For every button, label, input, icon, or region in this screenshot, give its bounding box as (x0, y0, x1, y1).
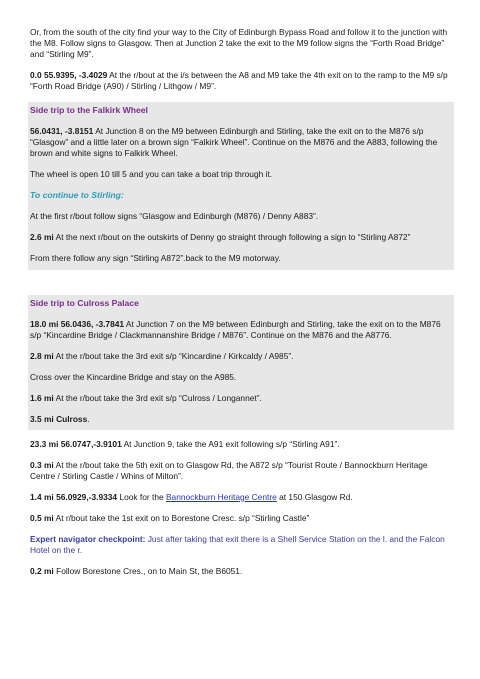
direction-step (30, 351, 452, 362)
step-coordinates: 18.0 mi 56.0436, -3.7841 (30, 319, 125, 329)
falkirk-heading: Side trip to the Falkirk Wheel (30, 105, 148, 115)
step-text: Look for the (117, 492, 166, 502)
step-text: At the r/bout take the 3rd exit s/p “Kincardine / Kirkcaldy / A985”. (53, 351, 294, 361)
step-distance: 0.5 mi (30, 513, 54, 523)
step-text: At Junction 8 on the M9 between Edinburgh and Stirling, take the exit on to the M876 s/p “Glasgow” and a little later on a brown sign “Falkirk Wheel”. Continue on the M876 and the A883, following the brown and white signs to Falkirk Wheel. (30, 126, 438, 158)
step-text: At Junction 9, take the A91 exit following s/p “Stirling A91”. (121, 439, 340, 449)
falkirk-note: The wheel is open 10 till 5 and you can take a boat trip through it. (30, 169, 273, 179)
step-distance: 1.6 mi (30, 393, 54, 403)
step-text: At Junction 7 on the M9 between Edinburgh and Stirling, take the exit on to the M876 s/p “Kincardine Bridge / Clackmannanshire Bridge / M876”. Continue on the M876 and the A8776. (30, 319, 441, 340)
culross-heading: Side trip to Culross Palace (30, 298, 139, 308)
expert-checkpoint (30, 534, 454, 556)
step-coordinates: 23.3 mi 56.0747,-3.9101 (30, 439, 122, 449)
step-distance: 0.3 mi (30, 460, 54, 470)
step-text: At the r/bout take the 3rd exit s/p “Culross / Longannet”. (53, 393, 262, 403)
direction-step (30, 319, 452, 341)
step-text: At the next r/bout on the outskirts of Denny go straight through following a sign to “Stirling A872” (53, 232, 411, 242)
direction-step (30, 414, 452, 425)
step-coordinates: 0.0 55.9395, -3.4029 (30, 70, 108, 80)
culross-side-trip-box (28, 295, 454, 430)
step-distance: 0.2 mi (30, 566, 54, 576)
direction-step (30, 460, 454, 482)
expert-checkpoint-text: Just after taking that exit there is a Shell Service Station on the l. and the Falcon Hotel on the r. (30, 534, 445, 555)
step-coordinates: 56.0431, -3.8151 (30, 126, 94, 136)
step-text: at 150 Glasgow Rd. (276, 492, 353, 502)
step-text: At the r/bout at the i/s between the A8 and M9 take the 4th exit on to the ramp to the M9 s/p “Forth Road Bridge (A90) / Stirling / Lithgow / M9”. (30, 70, 448, 91)
step-text: Follow Borestone Cres., on to Main St, the B6051. (53, 566, 243, 576)
direction-step (30, 513, 454, 524)
direction-step (30, 70, 454, 92)
expert-checkpoint-label: Expert navigator checkpoint: (30, 534, 146, 544)
step-destination: 3.5 mi Culross (30, 414, 88, 424)
continue-subheading: To continue to Stirling: (30, 190, 124, 200)
step-text: . (87, 414, 90, 424)
direction-step (30, 393, 452, 404)
step-distance: 2.8 mi (30, 351, 54, 361)
direction-step: At the first r/bout follow signs “Glasgow and Edinburgh (M876) / Denny A883”. (30, 211, 319, 221)
direction-step (30, 126, 452, 159)
step-text: At r/bout take the 1st exit on to Borestone Cresc. s/p “Stirling Castle” (53, 513, 310, 523)
bannockburn-heritage-centre-link[interactable]: Bannockburn Heritage Centre (165, 492, 277, 502)
direction-step (30, 566, 454, 577)
direction-step: Cross over the Kincardine Bridge and stay on the A985. (30, 372, 237, 382)
direction-step (30, 439, 454, 450)
step-text: At the r/bout take the 5th exit on to Glasgow Rd, the A872 s/p “Tourist Route / Bannockburn Heritage Centre / Stirling Castle / Whins of Milton”. (30, 460, 428, 481)
step-distance: 2.6 mi (30, 232, 54, 242)
intro-paragraph: Or, from the south of the city find your way to the City of Edinburgh Bypass Road and follow it to the junction with the M8. Follow signs to Glasgow. Then at Junction 2 take the exit to the M9 follow signs the “Forth Road Bridge” and “Stirling M9”. (30, 27, 448, 59)
falkirk-side-trip-box (28, 102, 454, 270)
direction-step: From there follow any sign “Stirling A872”.back to the M9 motorway. (30, 253, 281, 263)
document-page (30, 27, 454, 577)
direction-step (30, 232, 452, 243)
step-coordinates: 1.4 mi 56.0929,-3.9334 (30, 492, 118, 502)
direction-step (30, 492, 454, 503)
